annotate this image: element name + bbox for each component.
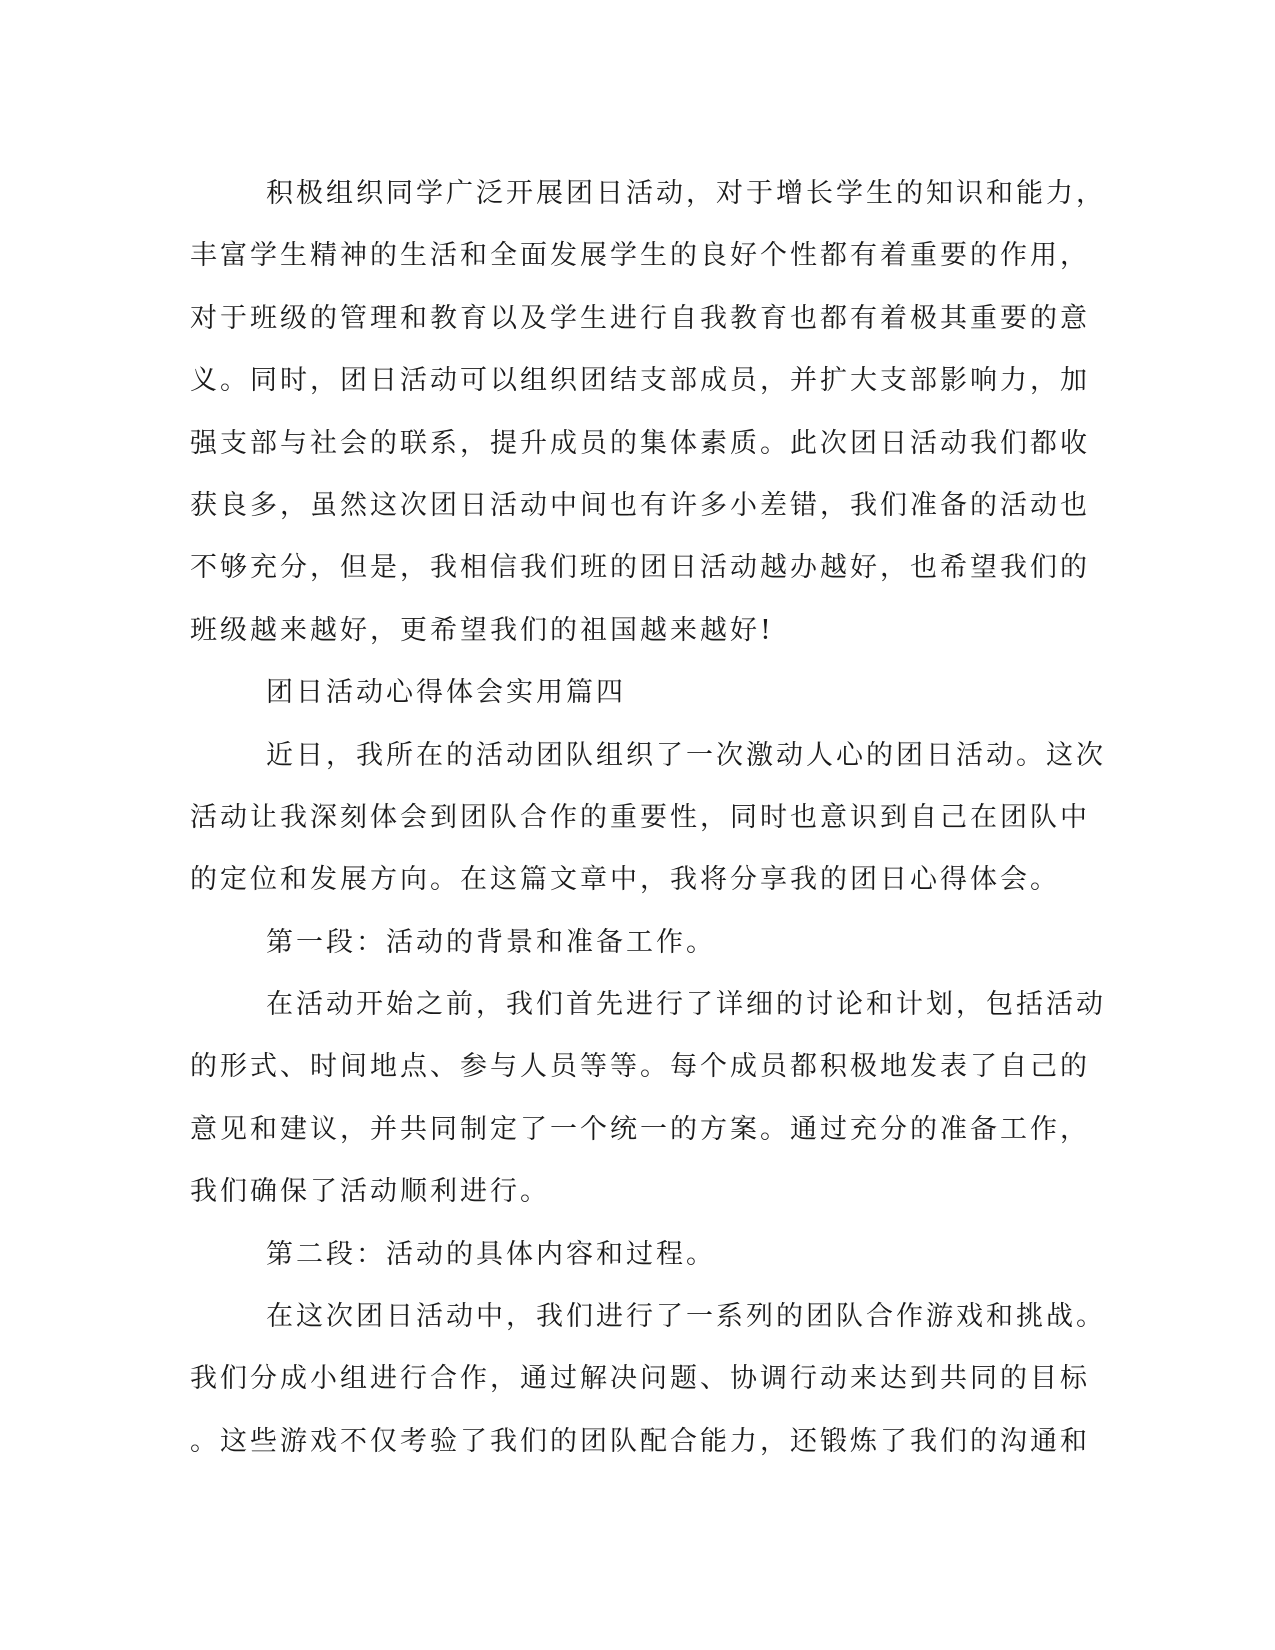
text-line: 丰富学生精神的生活和全面发展学生的良好个性都有着重要的作用， (190, 240, 1090, 272)
text-line: 班级越来越好，更希望我们的祖国越来越好! (190, 614, 774, 646)
text-line: 意见和建议，并共同制定了一个统一的方案。通过充分的准备工作， (190, 1113, 1090, 1145)
paragraph-heading: 第二段：活动的具体内容和过程。 (266, 1238, 716, 1270)
text-line: 获良多，虽然这次团日活动中间也有许多小差错，我们准备的活动也 (190, 489, 1090, 521)
text-line: 。这些游戏不仅考验了我们的团队配合能力，还锻炼了我们的沟通和 (190, 1425, 1090, 1457)
text-line: 在活动开始之前，我们首先进行了详细的讨论和计划，包括活动 (266, 989, 1106, 1021)
text-line: 活动让我深刻体会到团队合作的重要性，同时也意识到自己在团队中 (190, 801, 1090, 833)
text-line: 义。同时，团日活动可以组织团结支部成员，并扩大支部影响力，加 (190, 365, 1090, 397)
text-line: 不够充分，但是，我相信我们班的团日活动越办越好，也希望我们的 (190, 552, 1090, 584)
text-line: 的形式、时间地点、参与人员等等。每个成员都积极地发表了自己的 (190, 1051, 1090, 1083)
text-line: 积极组织同学广泛开展团日活动，对于增长学生的知识和能力， (266, 178, 1106, 209)
text-line: 我们确保了活动顺利进行。 (190, 1176, 550, 1208)
text-line: 我们分成小组进行合作，通过解决问题、协调行动来达到共同的目标 (190, 1363, 1090, 1395)
text-line: 的定位和发展方向。在这篇文章中，我将分享我的团日心得体会。 (190, 864, 1060, 896)
text-line: 对于班级的管理和教育以及学生进行自我教育也都有着极其重要的意 (190, 302, 1090, 334)
text-line: 近日，我所在的活动团队组织了一次激动人心的团日活动。这次 (266, 739, 1106, 771)
text-line: 在这次团日活动中，我们进行了一系列的团队合作游戏和挑战。 (266, 1301, 1106, 1333)
section-heading: 团日活动心得体会实用篇四 (266, 677, 626, 709)
document-body (190, 163, 1106, 1473)
text-line: 强支部与社会的联系，提升成员的集体素质。此次团日活动我们都收 (190, 427, 1090, 459)
paragraph-heading: 第一段：活动的背景和准备工作。 (266, 926, 716, 958)
